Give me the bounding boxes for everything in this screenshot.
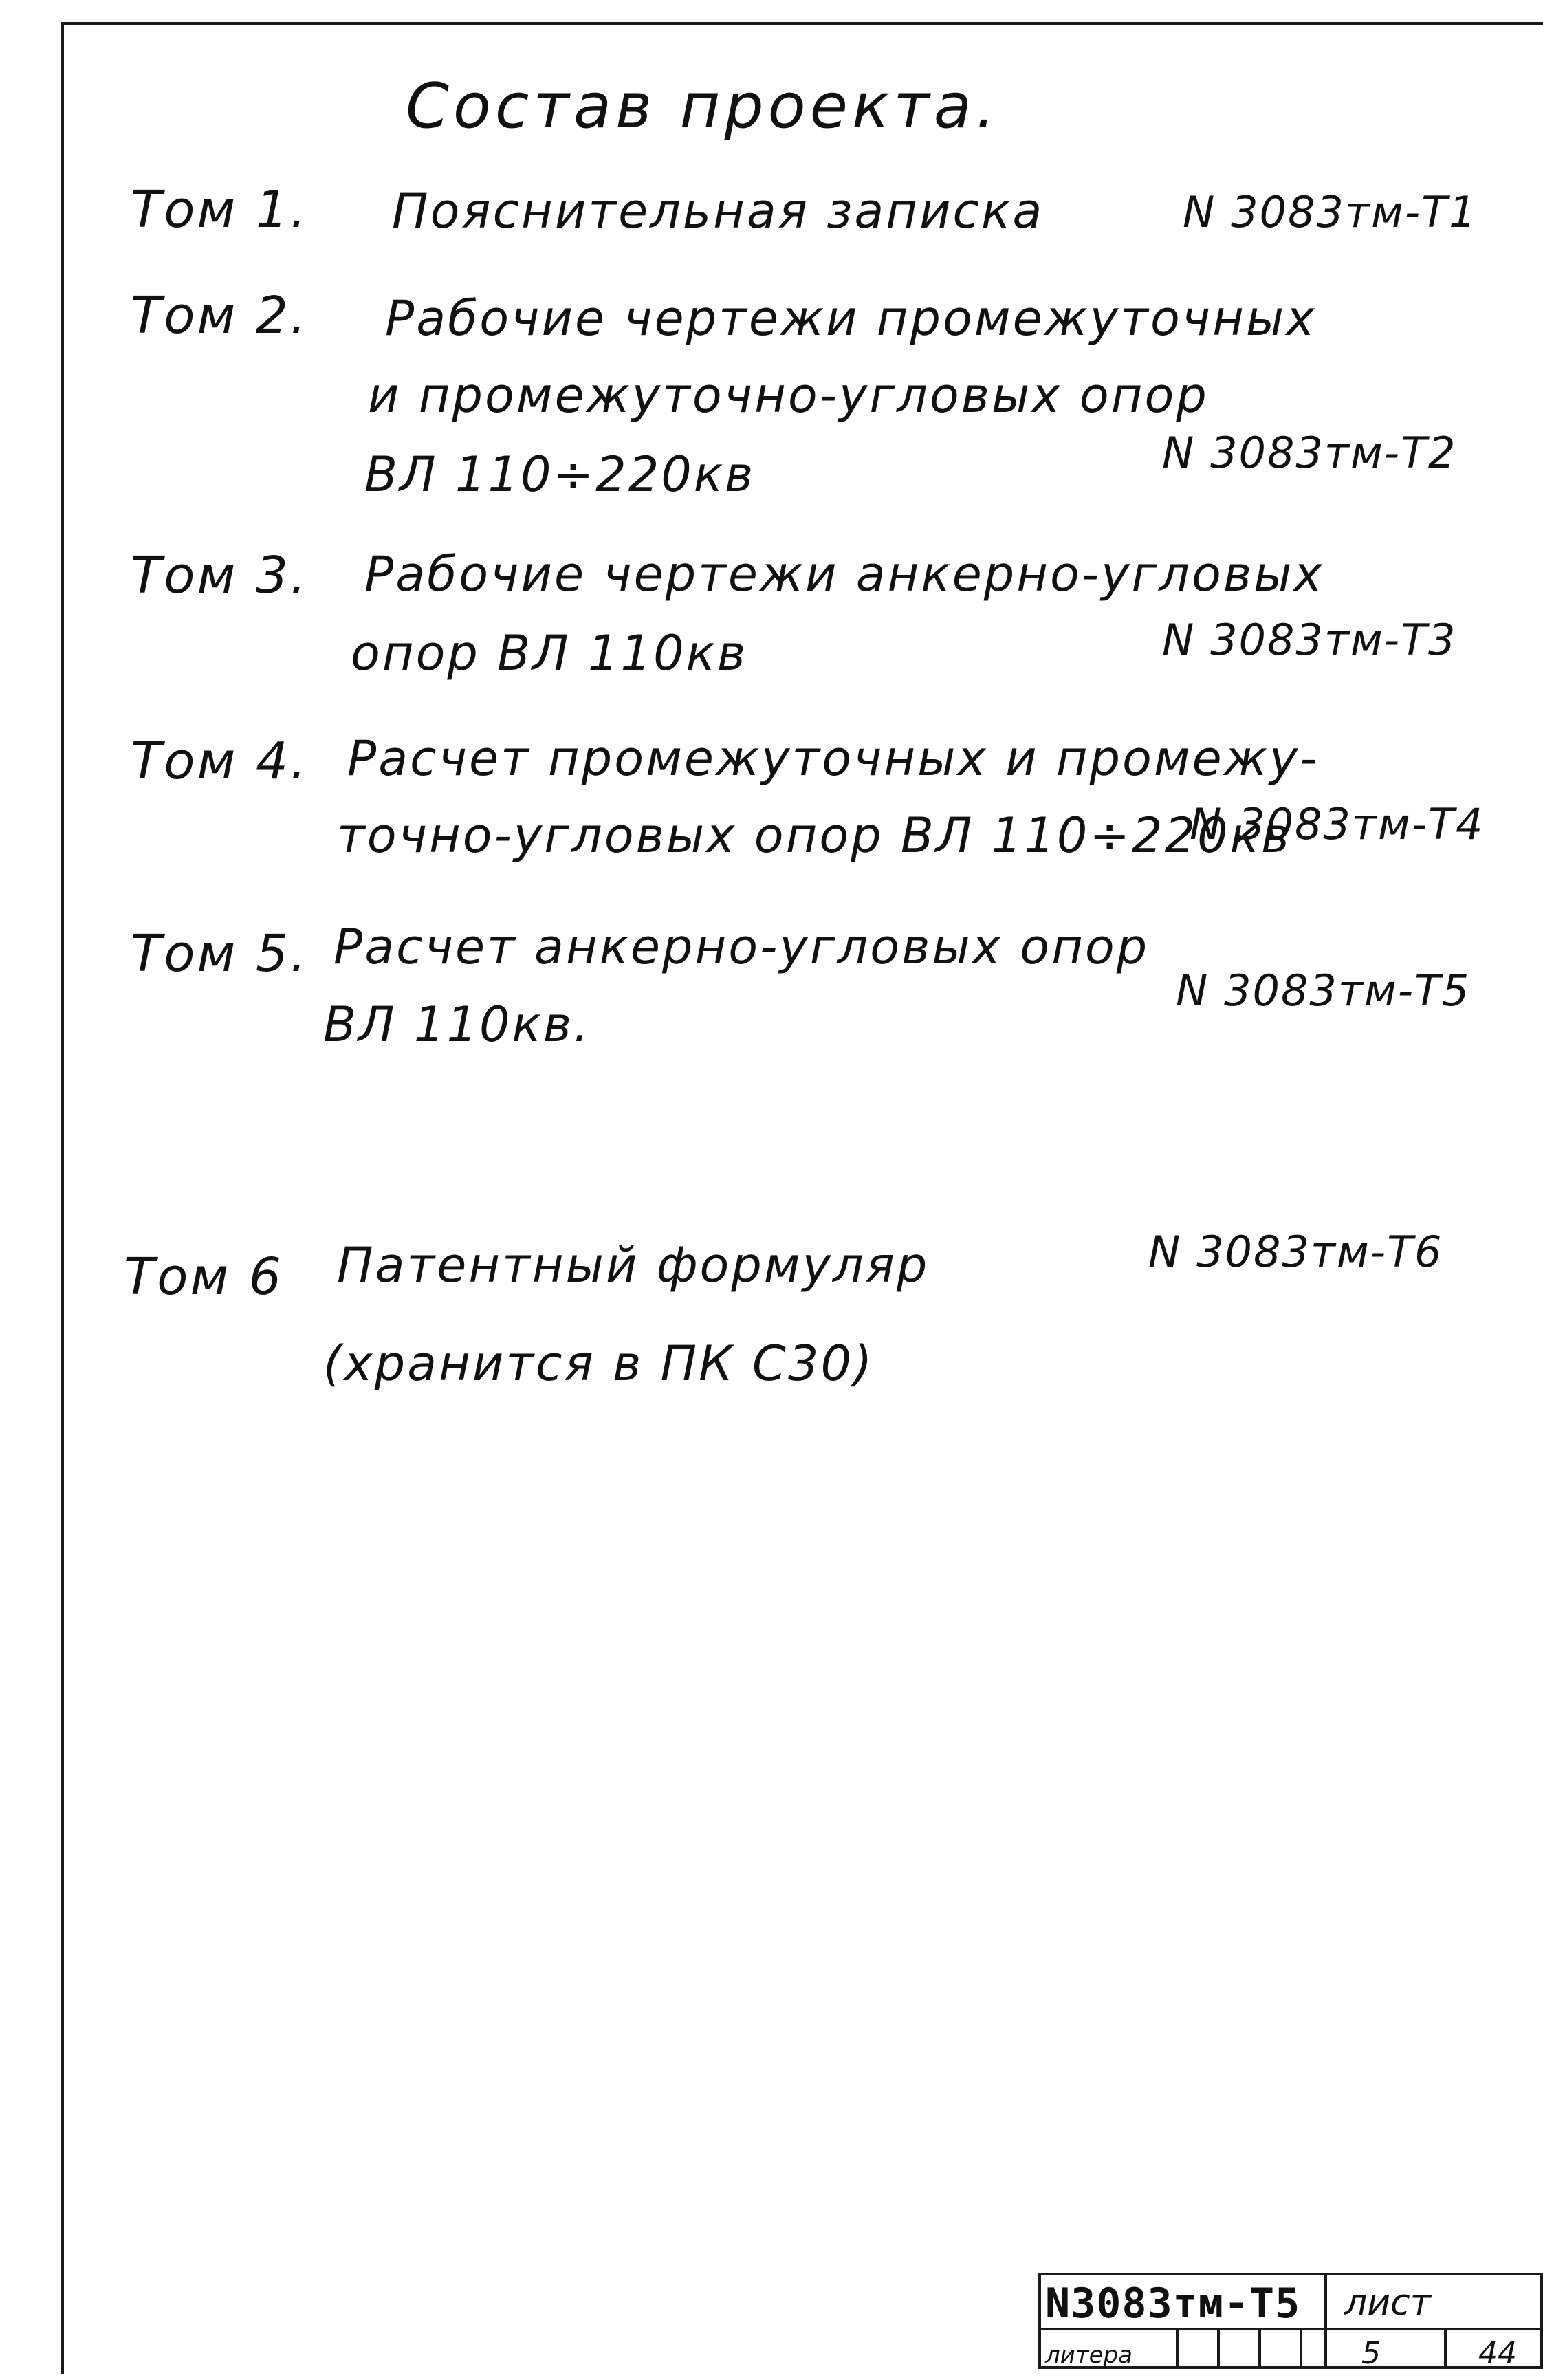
- volume-3-line-1: Рабочие чертежи анкерно-угловых: [364, 546, 1324, 602]
- frame-top-border: [62, 22, 1543, 25]
- stamp-divider: [1324, 2328, 1327, 2369]
- volume-4-line-1: Расчет промежуточных и промежу-: [347, 730, 1320, 787]
- stamp-literal-label: литера: [1045, 2341, 1132, 2369]
- volume-2-number: N 3083тм-Т2: [1162, 428, 1457, 478]
- volume-2-line-3: ВЛ 110÷220кв: [364, 446, 756, 503]
- volume-5-line-2: ВЛ 110кв.: [323, 996, 591, 1053]
- stamp-divider: [1258, 2328, 1261, 2369]
- volume-3-number: N 3083тм-Т3: [1162, 615, 1457, 665]
- stamp-divider: [1300, 2328, 1302, 2369]
- volume-5-line-1: Расчет анкерно-угловых опор: [333, 919, 1150, 975]
- volume-1-label: Том 1.: [131, 180, 309, 239]
- stamp-sheet-number: 5: [1361, 2336, 1381, 2371]
- volume-2-label: Том 2.: [131, 286, 309, 345]
- volume-1-number: N 3083тм-Т1: [1183, 187, 1478, 237]
- volume-5-label: Том 5.: [131, 924, 309, 983]
- volume-3-line-2: опор ВЛ 110кв: [351, 625, 748, 681]
- volume-3-label: Том 3.: [131, 546, 309, 605]
- volume-1-line-1: Пояснительная записка: [392, 183, 1044, 239]
- volume-4-line-2: точно-угловых опор ВЛ 110÷220кв: [337, 807, 1292, 864]
- title-block-stamp: [1038, 2273, 1543, 2369]
- stamp-divider: [1444, 2328, 1447, 2369]
- volume-6-label: Том 6: [124, 1247, 283, 1307]
- stamp-divider: [1217, 2328, 1220, 2369]
- volume-2-line-1: Рабочие чертежи промежуточных: [385, 290, 1317, 347]
- stamp-sheets-total: 44: [1478, 2336, 1517, 2371]
- volume-6-line-2: (хранится в ПК С30): [323, 1335, 875, 1392]
- volume-2-line-2: и промежуточно-угловых опор: [368, 367, 1209, 424]
- stamp-divider: [1176, 2328, 1179, 2369]
- volume-6-number: N 3083тм-Т6: [1148, 1227, 1443, 1277]
- stamp-sheet-label: лист: [1344, 2282, 1431, 2324]
- frame-left-border: [61, 22, 64, 2374]
- volume-4-label: Том 4.: [131, 732, 309, 791]
- stamp-document-code: N3083тм-Т5: [1045, 2280, 1301, 2328]
- volume-5-number: N 3083тм-Т5: [1176, 965, 1471, 1016]
- volume-6-line-1: Патентный формуляр: [337, 1237, 930, 1293]
- page-title: Состав проекта.: [406, 70, 1000, 142]
- volume-4-number: N 3083тм-Т4: [1190, 799, 1485, 849]
